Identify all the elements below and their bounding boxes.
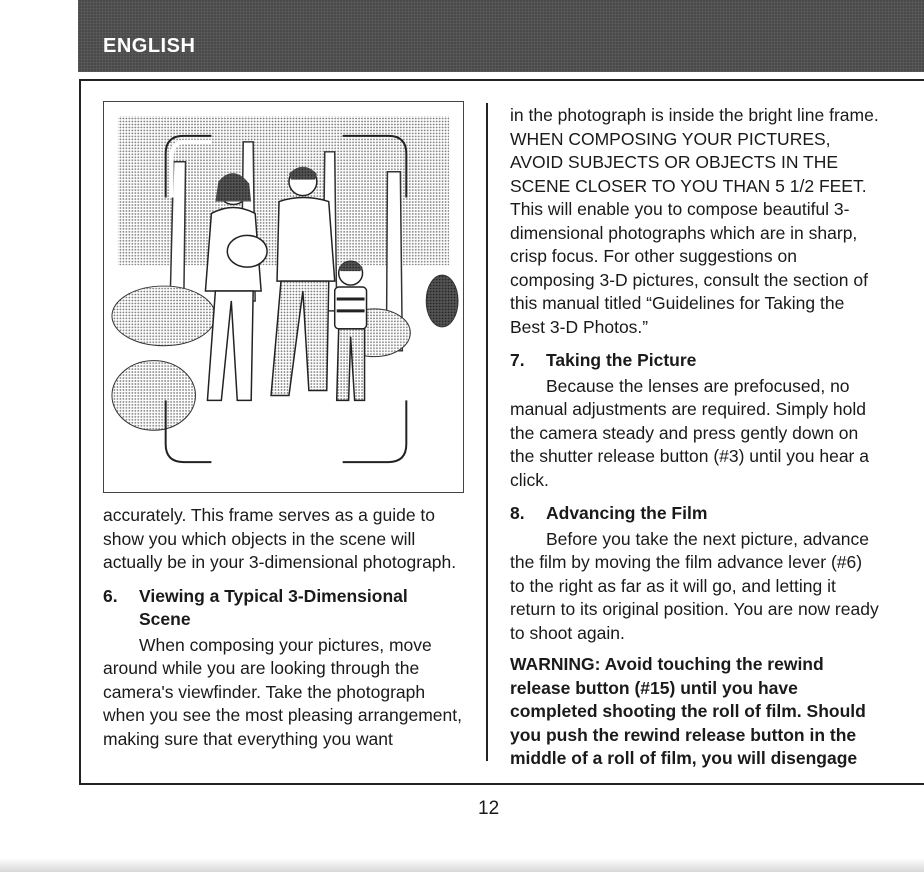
continued-paragraph: in the photograph is inside the bright line frame. WHEN COMPOSING YOUR PICTURES, AVOID SUBJECTS OR OBJECTS IN THE SCENE CLOSER TO YOU THAN 5 1/2 FEET. This will enable you to compose beautiful 3-dimensional photographs which are in sharp, crisp focus. For other suggestions on composing 3-D pictures, consult the section of this manual titled “Guidelines for Taking the Best 3-D Photos.” — [510, 105, 879, 337]
right-column — [510, 104, 880, 771]
page-bottom-edge — [0, 858, 924, 872]
warning-paragraph: WARNING: Avoid touching the rewind release button (#15) until you have completed shooting the roll of film. Should you push the rewind release button in the middle of a roll of film, you will disengage — [510, 654, 866, 768]
section-7-title: Taking the Picture — [546, 350, 697, 370]
section-8-number: 8. — [510, 503, 525, 523]
section-7-heading — [510, 349, 880, 373]
left-column — [103, 504, 463, 751]
section-6-number: 6. — [103, 585, 118, 606]
section-6-body: When composing your pictures, move around while you are looking through the camera's viewfinder. Take the photograph when you see the most pleasing arrangement, making sure that everything you want — [103, 634, 462, 749]
intro-paragraph: accurately. This frame serves as a guide to show you which objects in the scene will actually be in your 3-dimensional photograph. — [103, 505, 457, 572]
column-divider — [486, 103, 488, 761]
section-8-heading — [510, 502, 880, 526]
language-label: ENGLISH — [103, 35, 196, 57]
section-8-body: Before you take the next picture, advance the film by moving the film advance lever (#6) to the right as far as it will go, and letting it return to its original position. You are now ready to shoot again. — [510, 528, 879, 643]
section-7-number: 7. — [510, 350, 525, 370]
header-band — [78, 0, 924, 72]
family-scene-illustration — [103, 101, 464, 493]
section-6-title: Viewing a Typical 3-Dimensional Scene — [139, 585, 408, 629]
page-number: 12 — [478, 798, 500, 819]
section-6-heading — [103, 585, 463, 632]
section-8-title: Advancing the Film — [546, 503, 708, 523]
section-7-body: Because the lenses are prefocused, no manual adjustments are required. Simply hold the camera steady and press gently down on the shutter release button (#3) until you hear a click. — [510, 375, 869, 490]
